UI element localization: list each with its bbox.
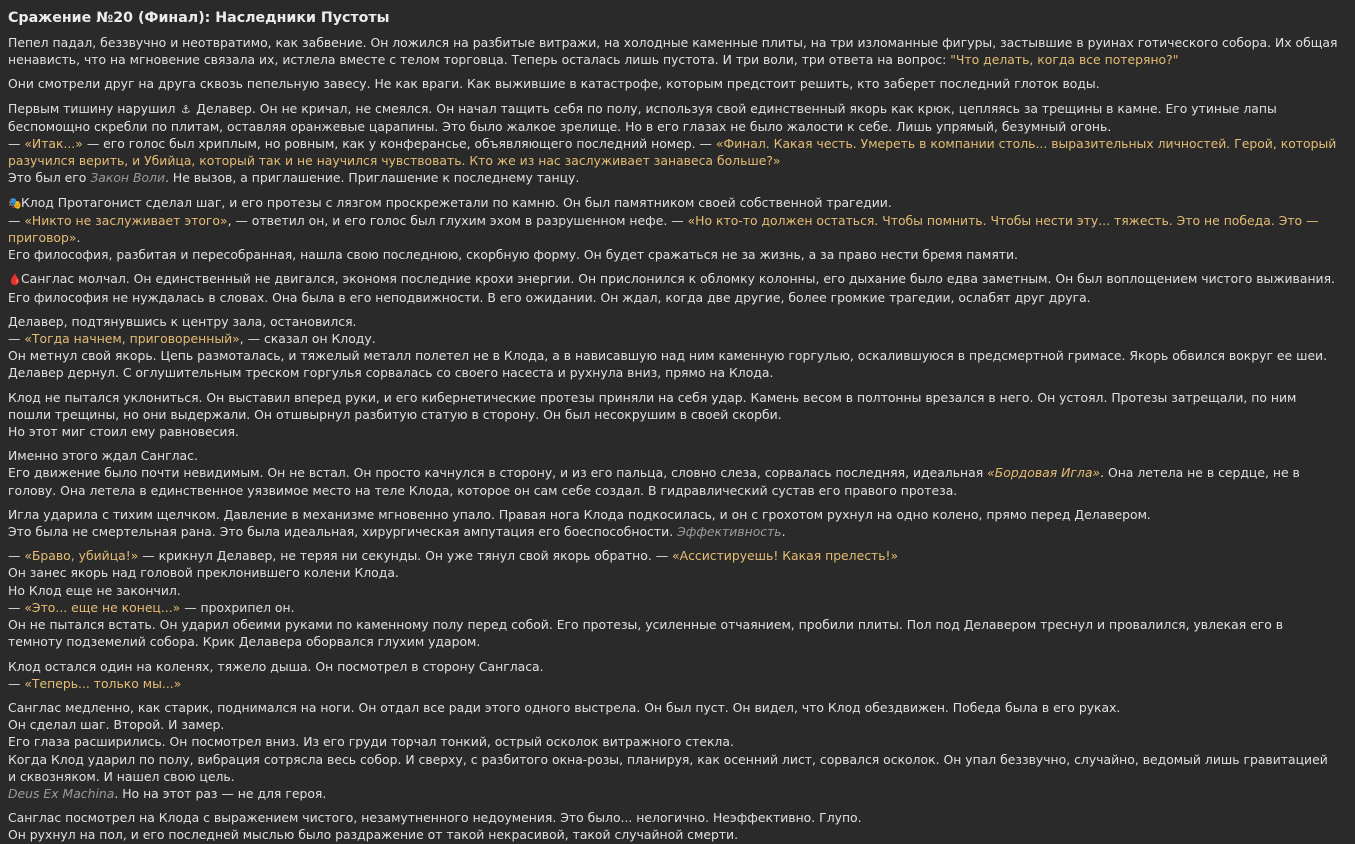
text-segment: Санглас посмотрел на Клода с выражением чистого, незамутненного недоумения. Это было... нелогично. Неэффективно. Глупо. xyxy=(8,810,862,826)
text-line xyxy=(8,194,1338,212)
text-segment: Именно этого ждал Санглас. xyxy=(8,448,198,464)
text-line xyxy=(8,616,1338,650)
text-segment: Клод не пытался уклониться. Он выставил вперед руки, и его кибернетические протезы приняли на себя удар. Камень весом в полтонны врезался в него. Он устоял. Протезы затрещали, по ним пошли трещины, но они выдержали. Он отшвырнул разбитую статую в сторону. Он был несокрушим в своей скорби. xyxy=(8,389,1297,422)
text-segment: — прохрипел он. xyxy=(180,599,295,615)
text-segment: Пепел падал, беззвучно и неотвратимо, как забвение. Он ложился на разбитые витражи, на холодные каменные плиты, на три изломанные фигуры, застывшие в руинах готического собора. Их общая ненависть, что на мгновение связала их, истлела вместе с телом торговца. Теперь осталась лишь пустота. И три воли, три ответа на вопрос: xyxy=(8,35,1338,68)
text-segment: Его глаза расширились. Он посмотрел вниз. Из его груди торчал тонкий, острый осколок витражного стекла. xyxy=(8,734,734,750)
quote-text: «Никто не заслуживает этого» xyxy=(24,212,228,228)
text-segment: — xyxy=(8,212,25,228)
text-line xyxy=(8,733,1338,750)
text-line xyxy=(8,75,1338,92)
text-line xyxy=(8,464,1338,498)
emphasis-text: Deus Ex Machina xyxy=(8,785,115,801)
anchor-icon: ⚓ xyxy=(180,102,191,116)
emphasis-text: Эффективность xyxy=(677,524,782,540)
text-line xyxy=(8,658,1338,675)
paragraph xyxy=(8,100,1338,187)
quote-text: «Это... еще не конец...» xyxy=(24,599,181,615)
text-segment: Это была не смертельная рана. Это была идеальная, хирургическая ампутация его боеспособности. xyxy=(8,524,678,540)
quote-text: «Бордовая Игла» xyxy=(987,465,1101,481)
text-line xyxy=(8,699,1338,716)
text-segment: Он сделал шаг. Второй. И замер. xyxy=(8,717,225,733)
text-segment: Он рухнул на пол, и его последней мыслью было раздражение от такой некрасивой, такой случайной смерти. xyxy=(8,827,739,843)
text-line xyxy=(8,423,1338,440)
text-line xyxy=(8,330,1338,347)
text-segment: Игла ударила с тихим щелчком. Давление в механизме мгновенно упало. Правая нога Клода подкосилась, и он с грохотом рухнул на одно колено, прямо перед Делавером. xyxy=(8,506,1151,522)
paragraph xyxy=(8,447,1338,499)
text-segment: Клод остался один на коленях, тяжело дыша. Он посмотрел в сторону Сангласа. xyxy=(8,658,544,674)
paragraph xyxy=(8,389,1338,441)
text-line xyxy=(8,135,1338,169)
story-body xyxy=(8,34,1338,844)
quote-text: «Но кто-то должен остаться. Чтобы помнить. Чтобы нести эту... тяжесть. Это не победа. Это — приговор» xyxy=(8,212,1319,246)
paragraph xyxy=(8,658,1338,692)
text-segment: — его голос был хриплым, но ровным, как у конферансье, объявляющего последний номер. — xyxy=(82,136,716,152)
text-segment: Когда Клод ударил по полу, вибрация сотрясла весь собор. И сверху, с разбитого окна-розы, планируя, как осенний лист, сорвался осколок. Он упал беззвучно, случайно, ведомый лишь гравитацией и сквозняком. И нашел свою цель. xyxy=(8,751,1328,784)
mask-icon: 🎭 xyxy=(8,196,22,210)
text-segment: — крикнул Делавер, не теряя ни секунды. Он уже тянул свой якорь обратно. — xyxy=(138,548,673,564)
text-segment: Первым тишину нарушил xyxy=(8,100,180,116)
paragraph xyxy=(8,809,1338,843)
text-line xyxy=(8,675,1338,692)
text-segment: — xyxy=(8,548,25,564)
text-segment: , — ответил он, и его голос был глухим эхом в разрушенном нефе. — xyxy=(227,212,688,228)
text-line xyxy=(8,100,1338,135)
text-segment: . Но на этот раз — не для героя. xyxy=(114,785,327,801)
quote-text: «Итак...» xyxy=(24,136,83,152)
text-line xyxy=(8,347,1338,381)
text-segment: Он метнул свой якорь. Цепь размоталась, и тяжелый металл полетел не в Клода, а в нависавшую над ним каменную горгулью, оскалившуюся в предсмертной гримасе. Якорь обвился вокруг ее шеи. Делавер дернул. С оглушительным треском горгулья сорвалась со своего насеста и рухнула вниз, прямо на Клода. xyxy=(8,348,1328,381)
paragraph xyxy=(8,699,1338,802)
quote-text: "Что делать, когда все потеряно?" xyxy=(950,52,1179,68)
quote-text: «Браво, убийца!» xyxy=(24,548,139,564)
quote-text: «Тогда начнем, приговоренный» xyxy=(24,331,240,347)
text-segment: Санглас молчал. Он единственный не двигался, экономя последние крохи энергии. Он прислонился к обломку колонны, его дыхание было едва заметным. Он был воплощением чистого выживания. Его философия не нуждалась в словах. Она была в его неподвижности. В его ожидании. Он ждал, когда две другие, более громкие трагедии, ослабят друг друга. xyxy=(8,271,1336,305)
text-segment: Он занес якорь над головой преклонившего колени Клода. xyxy=(8,565,399,581)
text-segment: Делавер. Он не кричал, не смеялся. Он начал тащить себя по полу, используя свой единственный якорь как крюк, цепляясь за трещины в камне. Его утиные лапы беспомощно скребли по плитам, оставляя оранжевые царапины. Это было жалкое зрелище. Но в его глазах не было жалости к себе. Лишь упрямый, безумный огонь. xyxy=(8,100,1277,134)
blood-drop-icon: 🩸 xyxy=(8,273,22,287)
paragraph xyxy=(8,270,1338,305)
text-segment: Это был его xyxy=(8,170,91,186)
paragraph xyxy=(8,34,1338,68)
text-segment: Они смотрели друг на друга сквозь пепельную завесу. Не как враги. Как выжившие в катастрофе, которым предстоит решить, кто заберет последний глоток воды. xyxy=(8,76,1100,92)
text-segment: . Не вызов, а приглашение. Приглашение к последнему танцу. xyxy=(165,170,580,186)
text-segment: Но этот миг стоил ему равновесия. xyxy=(8,424,239,440)
battle-title: Сражение №20 (Финал): Наследники Пустоты xyxy=(8,10,390,26)
text-segment: — xyxy=(8,675,25,691)
text-line xyxy=(8,523,1338,540)
text-line xyxy=(8,447,1338,464)
text-segment: , — сказал он Клоду. xyxy=(239,331,376,347)
quote-text: «Финал. Какая честь. Умереть в компании столь... выразительных личностей. Герой, который разучился верить, и Убийца, который так и не научился чувствовать. Кто же из нас заслуживает занавеса больше?» xyxy=(8,136,1337,169)
text-line xyxy=(8,169,1338,186)
text-line xyxy=(8,582,1338,599)
text-line xyxy=(8,212,1338,246)
paragraph xyxy=(8,75,1338,92)
text-segment: . Она летела не в сердце, не в голову. Она летела в единственное уязвимое место на теле Клода, которое он сам себе создал. В гидравлический сустав его правого протеза. xyxy=(8,465,1300,498)
text-segment: — xyxy=(8,136,25,152)
text-segment: . xyxy=(781,524,786,540)
text-segment: Но Клод еще не закончил. xyxy=(8,582,181,598)
text-segment: Клод Протагонист сделал шаг, и его протезы с лязгом проскрежетали по камню. Он был памятником своей собственной трагедии. xyxy=(21,194,892,210)
text-line xyxy=(8,547,1338,564)
text-segment: Его движение было почти невидимым. Он не встал. Он просто качнулся в сторону, и из его пальца, словно слеза, сорвалась последняя, идеальная xyxy=(8,465,988,481)
text-segment: Его философия, разбитая и пересобранная, нашла свою последнюю, скорбную форму. Он будет сражаться не за жизнь, а за право нести бремя памяти. xyxy=(8,247,1019,263)
quote-text: «Ассистируешь! Какая прелесть!» xyxy=(672,548,899,564)
text-segment: — xyxy=(8,331,25,347)
text-segment: Санглас медленно, как старик, поднимался на ноги. Он отдал все ради этого одного выстрела. Он был пуст. Он видел, что Клод обездвижен. Победа была в его руках. xyxy=(8,699,1121,715)
text-line xyxy=(8,506,1338,523)
text-line xyxy=(8,270,1338,305)
text-line xyxy=(8,389,1338,423)
text-line xyxy=(8,809,1338,826)
paragraph xyxy=(8,547,1338,650)
paragraph xyxy=(8,313,1338,382)
text-line xyxy=(8,785,1338,802)
text-segment: — xyxy=(8,599,25,615)
text-line xyxy=(8,599,1338,616)
text-segment: Делавер, подтянувшись к центру зала, остановился. xyxy=(8,313,357,329)
paragraph xyxy=(8,194,1338,264)
text-line xyxy=(8,751,1338,785)
text-line xyxy=(8,313,1338,330)
text-line xyxy=(8,246,1338,263)
quote-text: «Теперь... только мы...» xyxy=(24,675,182,691)
paragraph xyxy=(8,506,1338,540)
emphasis-text: Закон Воли xyxy=(90,170,166,186)
text-segment: Он не пытался встать. Он ударил обеими руками по каменному полу перед собой. Его протезы, усиленные отчаянием, пробили плиты. Пол под Делавером треснул и провалился, увлекая его в темноту подземелий собора. Крик Делавера оборвался глухим ударом. xyxy=(8,617,1284,650)
text-line xyxy=(8,716,1338,733)
text-line xyxy=(8,34,1338,68)
text-line xyxy=(8,564,1338,581)
text-segment: . xyxy=(76,230,81,246)
